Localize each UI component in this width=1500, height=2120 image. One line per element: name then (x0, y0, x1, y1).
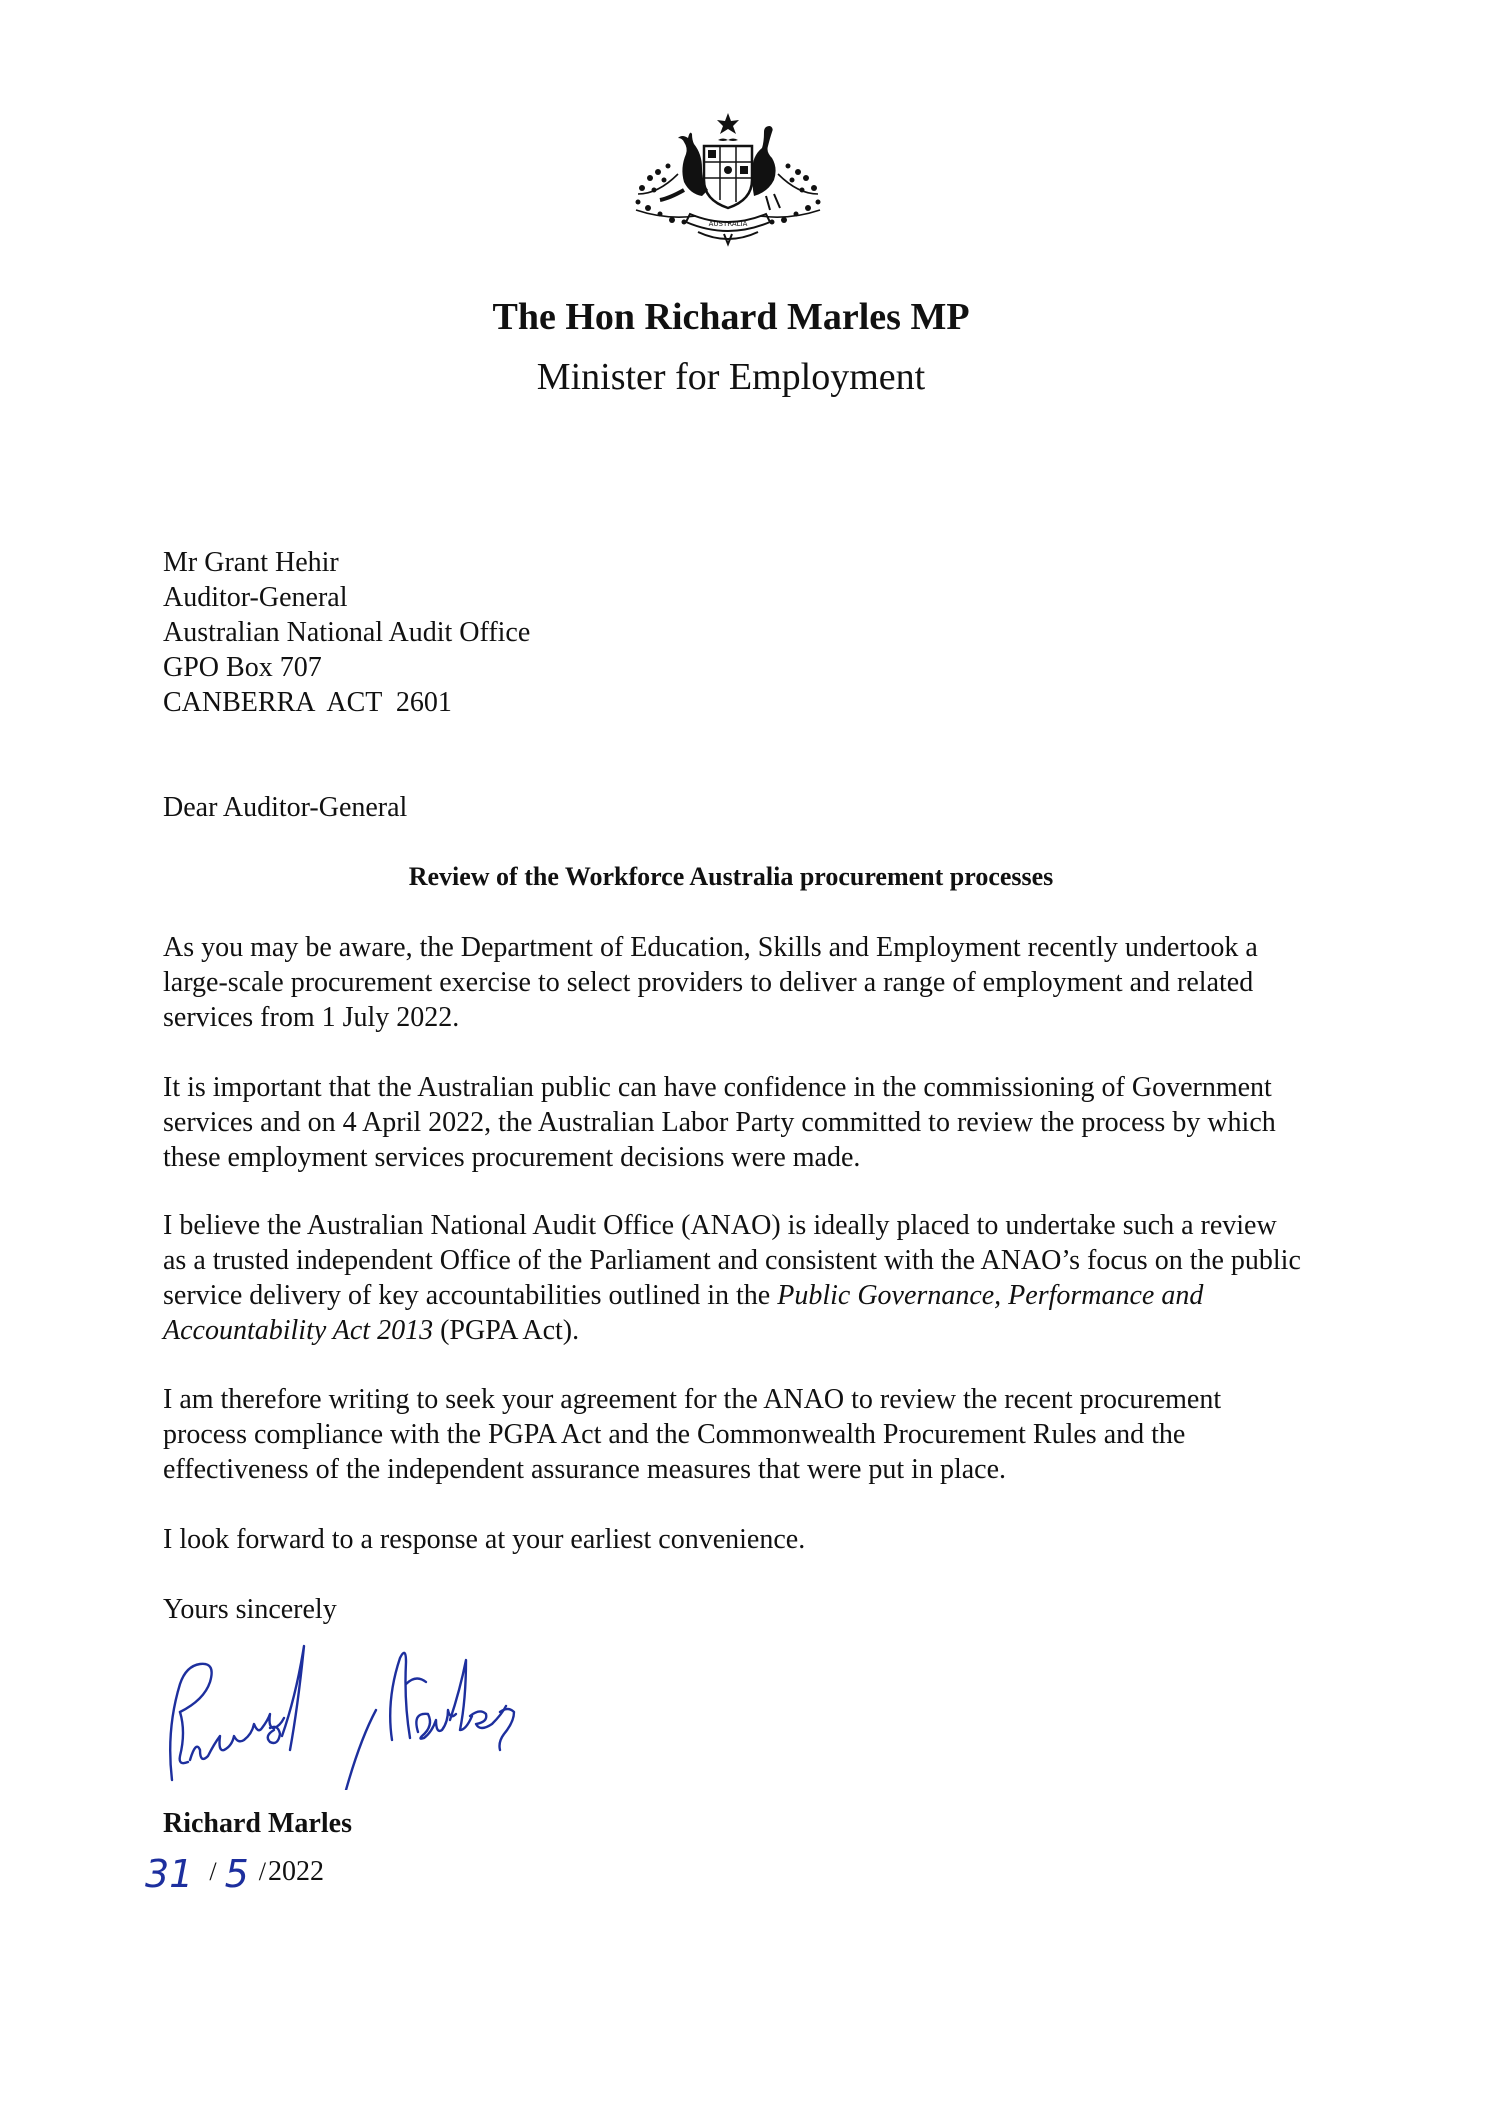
salutation: Dear Auditor-General (163, 792, 408, 823)
closing: Yours sincerely (163, 1594, 337, 1625)
body-paragraph: I am therefore writing to seek your agreement for the ANAO to review the recent procurement process compliance with the PGPA Act and the Commonwealth Procurement Rules and the effectiveness of the independent assurance measures that were put in place. (163, 1384, 1222, 1485)
body-paragraph: As you may be aware, the Department of Education, Skills and Employment recently undertook a large-scale procurement exercise to select providers to deliver a range of employment and related services from 1 July 2022. (163, 932, 1258, 1033)
date-separator: / (209, 1857, 217, 1886)
minister-name: The Hon Richard Marles MP (492, 296, 970, 338)
date-day-handwritten: 31 (145, 1852, 194, 1896)
address-line: GPO Box 707 (163, 652, 322, 683)
act-title: Public Governance, Performance and Accountability Act 2013 (163, 1280, 1204, 1346)
date-month-handwritten: 5 (224, 1852, 249, 1896)
address-line: Australian National Audit Office (163, 617, 531, 648)
signature-text: Richard Marles (160, 1640, 167, 1641)
handwritten-signature-icon (160, 1640, 540, 1790)
letter-subject: Review of the Workforce Australia procurement processes (408, 862, 1054, 891)
minister-title: Minister for Employment (536, 356, 926, 398)
letter-date (145, 1846, 324, 1896)
address-line: CANBERRA ACT 2601 (163, 687, 452, 718)
recipient-address (163, 545, 530, 720)
australian-coat-of-arms-icon (628, 110, 828, 250)
body-text: (PGPA Act). (433, 1315, 580, 1346)
crest-motto: AUSTRALIA (708, 220, 748, 228)
address-line: Auditor-General (163, 582, 348, 613)
date-separator: / (258, 1857, 267, 1886)
body-paragraph: I look forward to a response at your earliest convenience. (163, 1524, 806, 1555)
body-text: I believe the Australian National Audit Office (ANAO) is ideally placed to undertake such a review as a trusted independent Office of the Parliament and consistent with the ANAO’s focus on the public service delivery of key accountabilities outlined in the (163, 1210, 1301, 1311)
body-paragraph (163, 1208, 1303, 1348)
date-year: 2022 (268, 1856, 325, 1887)
body-paragraph: It is important that the Australian public can have confidence in the commissioning of Government services and on 4 April 2022, the Australian Labor Party committed to review the process by which these employment services procurement decisions were made. (163, 1072, 1276, 1173)
signer-name: Richard Marles (163, 1808, 352, 1839)
address-line: Mr Grant Hehir (163, 547, 339, 578)
